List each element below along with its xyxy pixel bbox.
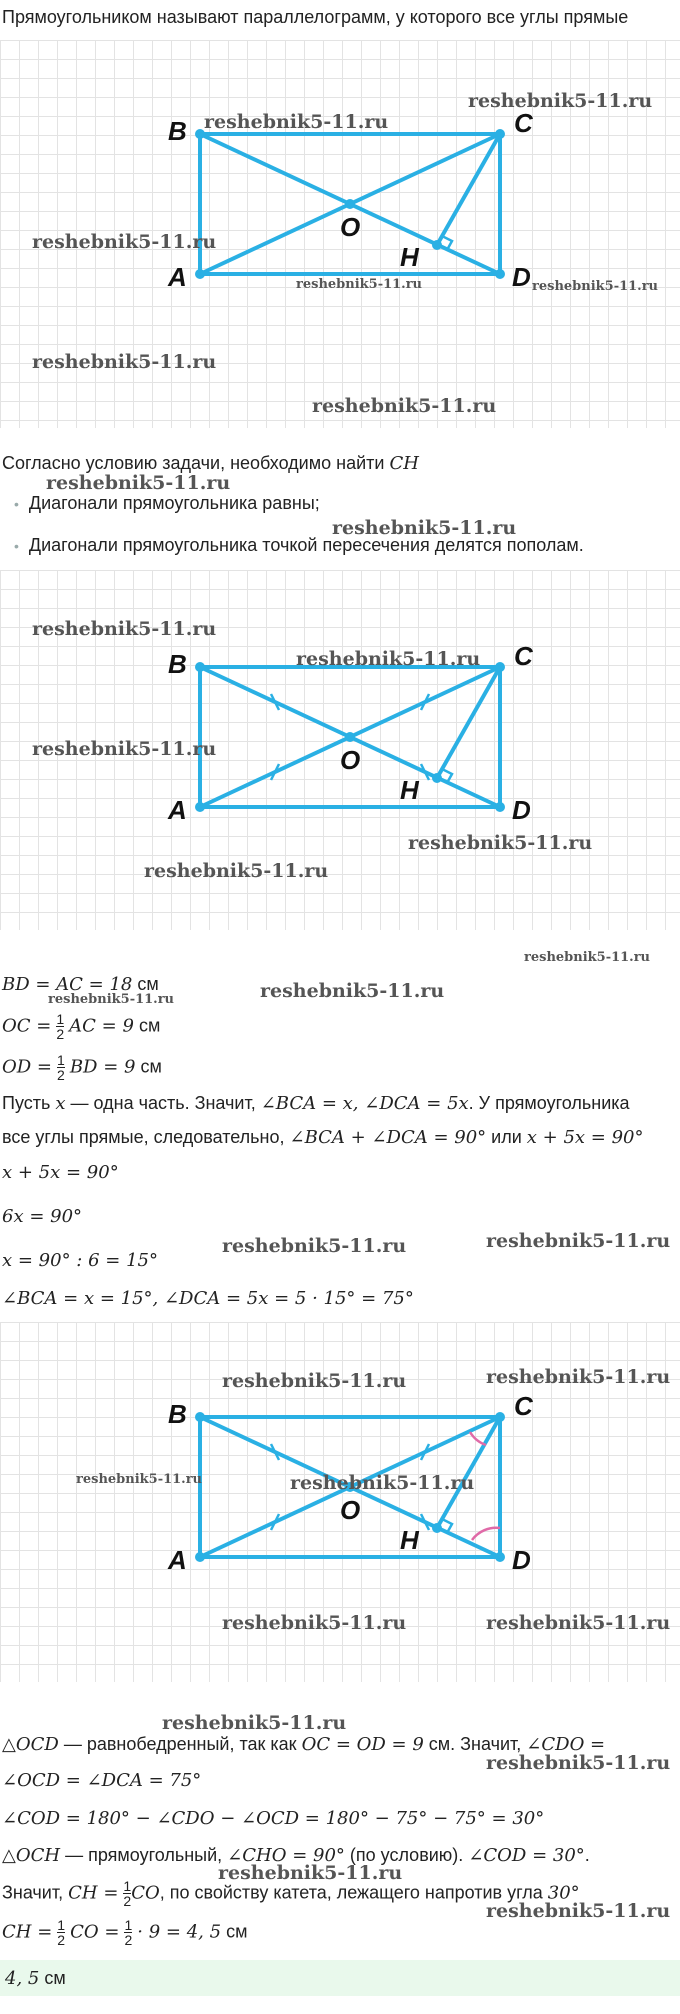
figure-3 [0,1322,680,1682]
step-equation: x + 5x = 90° [2,1162,119,1183]
answer-box [0,1960,680,1996]
final-equation: CH = $\frac{1}{2}$ CO = $\frac{1}{2}$ · 9 = 4, 5 см [2,1917,248,1948]
vertex-b-label: B [168,649,187,679]
watermark: reshebnik5-11.ru [32,738,217,760]
watermark: reshebnik5-11.ru [312,395,497,417]
paragraph-line: все углы прямые, следовательно, ∠BCA + ∠DCA = 90° или x + 5x = 90° [2,1127,644,1148]
watermark: reshebnik5-11.ru [32,618,217,640]
watermark: reshebnik5-11.ru [48,992,175,1007]
paragraph-line: Значит, CH = $\frac{1}{2}$ CO, по свойству катета, лежащего напротив угла 30° [2,1878,580,1909]
figure-2 [0,570,680,930]
vertex-c-label: C [514,641,533,671]
watermark: reshebnik5-11.ru [222,1235,407,1257]
vertex-a-label: A [168,1545,187,1575]
watermark: reshebnik5-11.ru [144,860,329,882]
equation-diagonals: BD = AC = 18 см [2,974,159,995]
vertex-a-label: A [168,262,187,292]
point-h-label: H [400,775,419,805]
point-o-label: O [340,1495,361,1525]
watermark: reshebnik5-11.ru [32,351,217,373]
step-equation: x = 90° : 6 = 15° [2,1250,158,1271]
equation-od: OD = $\frac{1}{2}$ BD = 9 см [2,1052,162,1083]
bullet-item: • Диагонали прямоугольника точкой пересечения делятся пополам. [14,535,584,555]
point-o-label: O [340,212,361,242]
paragraph-line: ∠OCD = ∠DCA = 75° [2,1770,202,1791]
watermark: reshebnik5-11.ru [486,1366,671,1388]
step-equation: ∠BCA = x = 15°, ∠DCA = 5x = 5 · 15° = 75° [2,1288,414,1309]
equation-oc: OC = $\frac{1}{2}$ AC = 9 см [2,1011,161,1042]
watermark: reshebnik5-11.ru [204,111,389,133]
watermark: reshebnik5-11.ru [162,1712,347,1734]
watermark: reshebnik5-11.ru [486,1230,671,1252]
watermark: reshebnik5-11.ru [524,950,651,965]
watermark: reshebnik5-11.ru [76,1472,203,1487]
bullet-item: • Диагонали прямоугольника равны; [14,493,320,513]
watermark: reshebnik5-11.ru [46,472,231,494]
watermark: reshebnik5-11.ru [468,90,653,112]
vertex-a-label: A [168,795,187,825]
paragraph-line: ∠COD = 180° − ∠CDO − ∠OCD = 180° − 75° − 75° = 30° [2,1808,545,1829]
vertex-b-label: B [168,1399,187,1429]
watermark: reshebnik5-11.ru [32,231,217,253]
point-o-label: O [340,745,361,775]
vertex-c-label: C [514,108,533,138]
watermark: reshebnik5-11.ru [290,1472,475,1494]
watermark: reshebnik5-11.ru [222,1370,407,1392]
paragraph-line: △OCH — прямоугольный, ∠CHO = 90° (по условию). ∠COD = 30°. [2,1845,590,1866]
vertex-b-label: B [168,116,187,146]
watermark: reshebnik5-11.ru [408,832,593,854]
paragraph-line: Пусть x — одна часть. Значит, ∠BCA = x, ∠DCA = 5x. У прямоугольника [2,1093,630,1114]
vertex-d-label: D [512,795,531,825]
task-text: Согласно условию задачи, необходимо найти CH [2,453,419,474]
watermark: reshebnik5-11.ru [260,980,445,1002]
point-h-label: H [400,242,419,272]
watermark: reshebnik5-11.ru [486,1752,671,1774]
watermark: reshebnik5-11.ru [332,517,517,539]
step-equation: 6x = 90° [2,1206,83,1227]
watermark: reshebnik5-11.ru [296,648,481,670]
watermark: reshebnik5-11.ru [486,1900,671,1922]
vertex-d-label: D [512,262,531,292]
watermark: reshebnik5-11.ru [532,279,659,294]
watermark: reshebnik5-11.ru [486,1612,671,1634]
answer-value: 4, 5 [5,1968,40,1989]
point-h-label: H [400,1525,419,1555]
watermark: reshebnik5-11.ru [218,1862,403,1884]
paragraph-line: △OCD — равнобедренный, так как OC = OD = 9 см. Значит, ∠CDO = [2,1734,606,1755]
watermark: reshebnik5-11.ru [222,1612,407,1634]
watermark: reshebnik5-11.ru [296,277,423,292]
definition-text: Прямоугольником называют параллелограмм, у которого все углы прямые [2,7,629,27]
answer-unit: см [44,1968,66,1988]
vertex-d-label: D [512,1545,531,1575]
figure-1 [0,40,680,428]
vertex-c-label: C [514,1391,533,1421]
